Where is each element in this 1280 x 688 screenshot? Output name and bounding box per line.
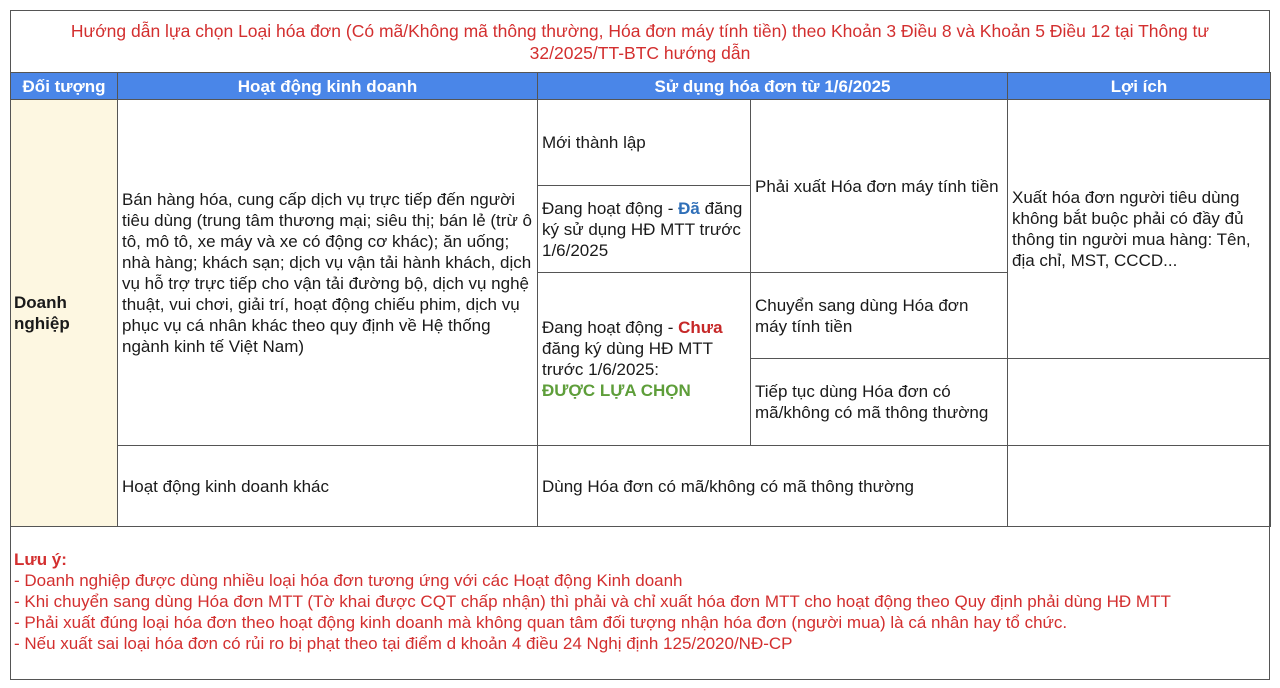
document-title: Hướng dẫn lựa chọn Loại hóa đơn (Có mã/Không mã thông thường, Hóa đơn máy tính tiền) theo Khoản 3 Điều 8 và Khoản 5 Điều 12 tại Thông tư 32/2025/TT-BTC hướng dẫn [70,21,1210,63]
activity-direct-cell: Bán hàng hóa, cung cấp dịch vụ trực tiếp đến người tiêu dùng (trung tâm thương mại; siêu thị; bán lẻ (trừ ô tô, mô tô, xe máy và xe có động cơ khác); ăn uống; nhà hàng; khách sạn; dịch vụ vận tải hành khách, dịch vụ hỗ trợ trực tiếp cho vận tải đường bộ, dịch vụ nghệ thuật, vui chơi, giải trí, hoạt động chiếu phim, dịch vụ phục vụ cá nhân khác theo quy định về Hệ thống ngành kinh tế Việt Nam) [118,100,538,446]
note-item: - Phải xuất đúng loại hóa đơn theo hoạt động kinh doanh mà không quan tâm đối tượng nhận hóa đơn (người mua) là cá nhân hay tổ chức. [14,613,1068,632]
note-item: - Nếu xuất sai loại hóa đơn có rủi ro bị phạt theo tại điểm d khoản 4 điều 24 Nghị định 125/2020/NĐ-CP [14,634,793,653]
status-registered-emphasis: Đã [678,198,700,218]
usage-must-mtt-cell: Phải xuất Hóa đơn máy tính tiền [751,100,1008,273]
notes-heading: Lưu ý: [14,550,67,569]
status-choice-label: ĐƯỢC LỰA CHỌN [542,381,691,400]
note-item: - Doanh nghiệp được dùng nhiều loại hóa đơn tương ứng với các Hoạt động Kinh doanh [14,571,683,590]
status-registered-cell [538,186,751,273]
header-benefit: Lợi ích [1008,73,1271,100]
usage-continue-cell: Tiếp tục dùng Hóa đơn có mã/không có mã thông thường [751,359,1008,446]
table-row [11,446,1271,527]
notes-section [10,527,1270,680]
status-not-registered-emphasis: Chưa [678,318,723,337]
usage-other-cell: Dùng Hóa đơn có mã/không có mã thông thường [538,446,1008,527]
invoice-guide-table [10,72,1271,527]
status-not-registered-prefix: Đang hoạt động - [542,318,679,337]
usage-switch-mtt-cell: Chuyển sang dùng Hóa đơn máy tính tiền [751,273,1008,359]
table-row [11,100,1271,186]
status-new-cell: Mới thành lập [538,100,751,186]
note-item: - Khi chuyển sang dùng Hóa đơn MTT (Tờ khai được CQT chấp nhận) thì phải và chỉ xuất hóa đơn MTT cho hoạt động theo Quy định phải dùng HĐ MTT [14,592,1171,611]
benefit-other-empty-cell [1008,446,1271,527]
benefit-empty-cell [1008,359,1271,446]
status-registered-suffix: đăng ký sử dụng HĐ MTT trước 1/6/2025 [542,198,743,260]
status-not-registered-suffix: đăng ký dùng HĐ MTT trước 1/6/2025: [542,339,713,379]
header-row [11,73,1271,100]
benefit-cell: Xuất hóa đơn người tiêu dùng không bắt buộc phải có đầy đủ thông tin người mua hàng: Tên, địa chỉ, MST, CCCD... [1008,100,1271,359]
header-object: Đối tượng [11,73,118,100]
status-not-registered-cell [538,273,751,446]
object-cell: Doanh nghiệp [11,100,118,527]
header-usage: Sử dụng hóa đơn từ 1/6/2025 [538,73,1008,100]
header-activity: Hoạt động kinh doanh [118,73,538,100]
status-registered-prefix: Đang hoạt động - [542,198,679,218]
activity-other-cell: Hoạt động kinh doanh khác [118,446,538,527]
